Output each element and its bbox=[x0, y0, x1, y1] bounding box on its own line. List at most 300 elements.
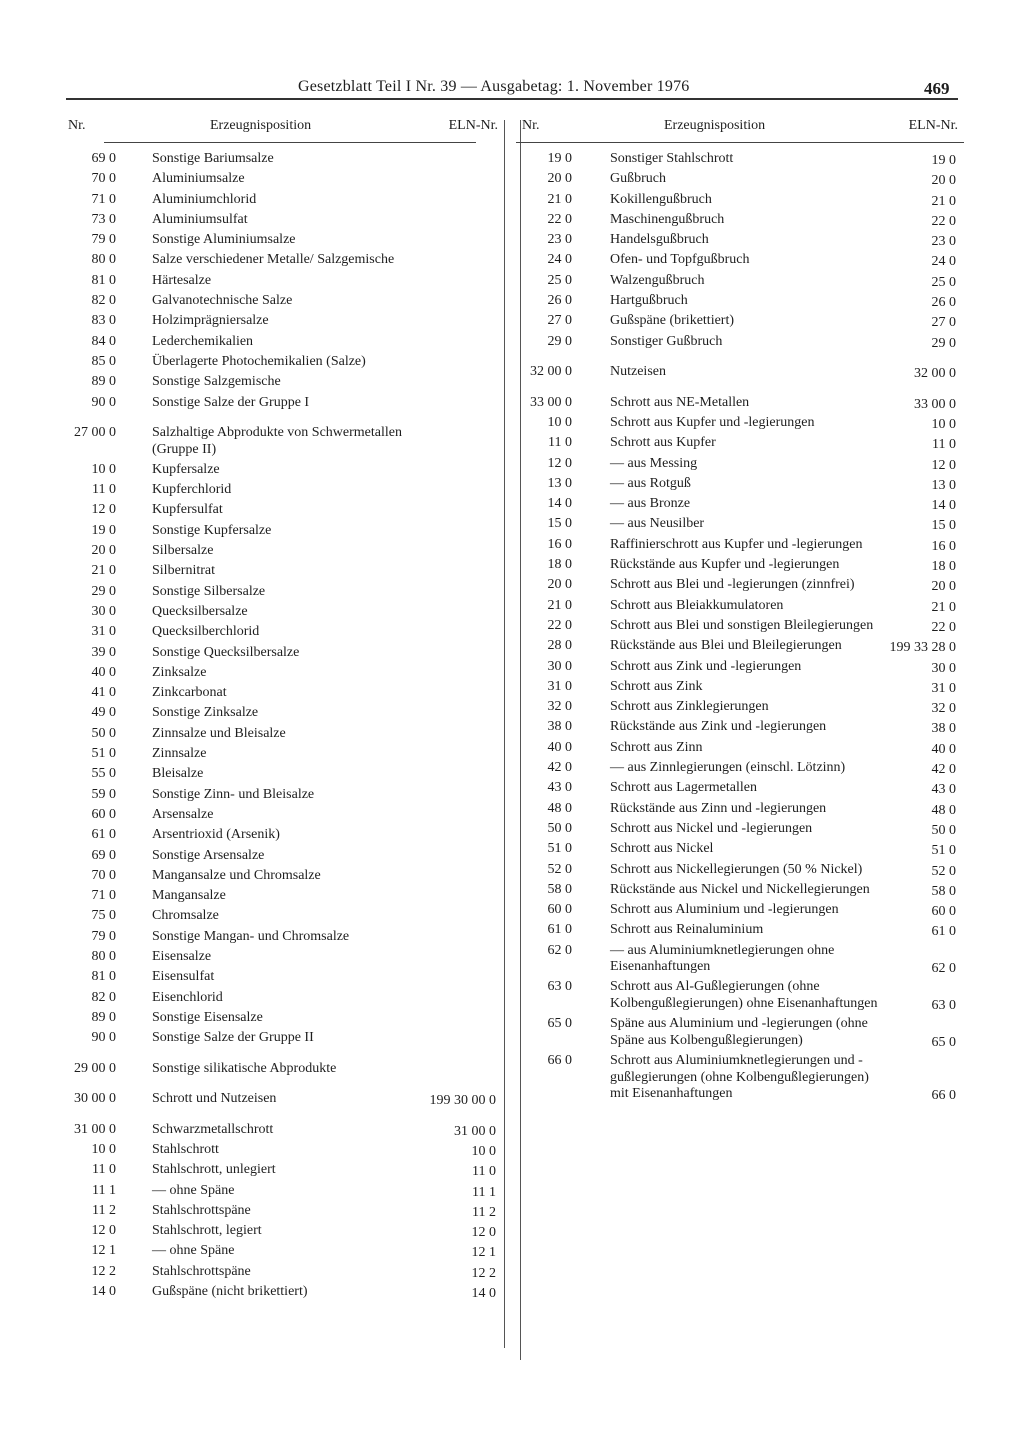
table-row bbox=[60, 171, 504, 188]
row-eln: 12 2 bbox=[471, 1265, 496, 1281]
row-number: 60 0 bbox=[547, 902, 572, 918]
row-number: 32 00 0 bbox=[530, 364, 572, 380]
row-eln: 22 0 bbox=[931, 213, 956, 229]
table-row bbox=[60, 1284, 504, 1301]
table-row bbox=[60, 482, 504, 499]
table-row bbox=[60, 908, 504, 925]
row-number: 61 0 bbox=[547, 922, 572, 938]
table-row bbox=[516, 192, 964, 209]
table-row bbox=[516, 293, 964, 310]
row-position: Aluminiumsulfat bbox=[152, 211, 248, 227]
row-position: Späne aus Aluminium und -legierungen (ohne Späne aus Kolbengußlegierungen) bbox=[610, 1016, 868, 1048]
row-position: Härtesalze bbox=[152, 272, 212, 288]
row-position: Schrott aus Lagermetallen bbox=[610, 780, 757, 796]
table-row bbox=[60, 462, 504, 479]
row-number: 63 0 bbox=[547, 979, 572, 995]
page-number: 469 bbox=[924, 79, 950, 98]
table-row bbox=[60, 584, 504, 601]
eln-header: ELN-Nr. bbox=[908, 118, 958, 133]
row-number: 29 00 0 bbox=[74, 1060, 116, 1076]
row-number: 30 00 0 bbox=[74, 1091, 116, 1107]
row-position: Kupferchlorid bbox=[152, 482, 232, 498]
table-row bbox=[516, 659, 964, 676]
row-number: 50 0 bbox=[547, 820, 572, 836]
row-eln: 25 0 bbox=[931, 274, 956, 290]
table-row bbox=[60, 1122, 504, 1139]
row-position: Schrott aus NE-Metallen bbox=[610, 394, 750, 410]
row-eln: 27 0 bbox=[931, 315, 956, 331]
table-row bbox=[60, 949, 504, 966]
row-number: 11 1 bbox=[92, 1182, 116, 1198]
row-eln: 24 0 bbox=[931, 254, 956, 270]
row-number: 16 0 bbox=[547, 536, 572, 552]
row-position: Nutzeisen bbox=[610, 364, 666, 380]
row-number: 42 0 bbox=[547, 760, 572, 776]
row-position: Schrott aus Nickel bbox=[610, 841, 714, 857]
row-number: 84 0 bbox=[91, 333, 116, 349]
row-eln: 18 0 bbox=[931, 559, 956, 575]
row-position: Kokillengußbruch bbox=[610, 191, 712, 207]
table-row bbox=[516, 821, 964, 838]
table-row bbox=[516, 760, 964, 777]
row-eln: 63 0 bbox=[931, 997, 956, 1013]
row-position: Lederchemikalien bbox=[152, 333, 254, 349]
row-position: Schrott aus Zink bbox=[610, 678, 703, 694]
row-number: 70 0 bbox=[91, 867, 116, 883]
table-row bbox=[516, 699, 964, 716]
row-eln: 60 0 bbox=[931, 904, 956, 920]
table-row bbox=[60, 1142, 504, 1159]
table-row bbox=[60, 1223, 504, 1240]
row-eln: 42 0 bbox=[931, 762, 956, 778]
row-number: 81 0 bbox=[91, 969, 116, 985]
table-row bbox=[60, 543, 504, 560]
row-eln: 19 0 bbox=[931, 153, 956, 168]
row-number: 43 0 bbox=[547, 780, 572, 796]
row-position: Bleisalze bbox=[152, 766, 204, 782]
table-row bbox=[516, 313, 964, 330]
table-row bbox=[516, 364, 964, 381]
row-position: Stahlschrott, legiert bbox=[152, 1223, 262, 1239]
row-position: Schrott aus Zinn bbox=[610, 739, 703, 755]
row-number: 82 0 bbox=[91, 293, 116, 309]
row-position: Silbernitrat bbox=[152, 563, 215, 579]
row-number: 81 0 bbox=[91, 272, 116, 288]
row-position: — aus Aluminiumknetlegierungen ohne Eisenanhaftungen bbox=[610, 942, 835, 975]
row-eln: 62 0 bbox=[931, 961, 956, 977]
row-number: 12 0 bbox=[91, 1223, 116, 1239]
row-number: 20 0 bbox=[91, 543, 116, 559]
table-row bbox=[516, 841, 964, 858]
table-row bbox=[516, 598, 964, 615]
row-eln: 14 0 bbox=[931, 498, 956, 514]
table-row bbox=[516, 1053, 964, 1103]
row-number: 31 0 bbox=[91, 624, 116, 640]
table-row bbox=[516, 537, 964, 554]
row-number: 21 0 bbox=[547, 191, 572, 207]
row-number: 51 0 bbox=[547, 841, 572, 857]
row-number: 51 0 bbox=[91, 746, 116, 762]
table-row bbox=[516, 435, 964, 452]
column-header bbox=[516, 116, 964, 140]
row-position: Gußspäne (brikettiert) bbox=[610, 313, 735, 329]
row-number: 89 0 bbox=[91, 374, 116, 390]
row-position: Überlagerte Photochemikalien (Salze) bbox=[152, 353, 366, 369]
row-number: 15 0 bbox=[547, 516, 572, 532]
row-number: 38 0 bbox=[547, 719, 572, 735]
row-eln: 50 0 bbox=[931, 822, 956, 838]
row-number: 58 0 bbox=[547, 881, 572, 897]
row-eln: 21 0 bbox=[931, 599, 956, 615]
row-eln: 66 0 bbox=[931, 1088, 956, 1104]
row-eln: 14 0 bbox=[471, 1286, 496, 1302]
row-number: 11 2 bbox=[92, 1202, 116, 1218]
row-number: 20 0 bbox=[547, 171, 572, 187]
row-number: 27 00 0 bbox=[74, 425, 116, 441]
table-row bbox=[516, 618, 964, 635]
table-row bbox=[60, 334, 504, 351]
table-row bbox=[516, 577, 964, 594]
row-number: 80 0 bbox=[91, 948, 116, 964]
row-number: 21 0 bbox=[547, 597, 572, 613]
row-number: 12 0 bbox=[91, 502, 116, 518]
column-header bbox=[60, 116, 504, 140]
table-row bbox=[60, 232, 504, 249]
row-number: 71 0 bbox=[91, 191, 116, 207]
row-eln: 40 0 bbox=[931, 741, 956, 757]
table-row bbox=[60, 807, 504, 824]
row-position: Schrott aus Aluminiumknetlegierungen und -gußlegierungen (ohne Kolbengußlegierungen) mit Eisenanhaftungen bbox=[610, 1053, 869, 1102]
row-position: Walzengußbruch bbox=[610, 272, 705, 288]
table-row bbox=[60, 766, 504, 783]
table-row bbox=[60, 787, 504, 804]
row-position: Sonstige Silbersalze bbox=[152, 583, 266, 599]
row-position: — ohne Späne bbox=[152, 1243, 235, 1259]
row-position: Schrott aus Kupfer und -legierungen bbox=[610, 414, 815, 430]
table-row bbox=[60, 746, 504, 763]
table-row bbox=[516, 252, 964, 269]
row-position: Eisenchlorid bbox=[152, 989, 223, 1005]
row-position: Schrott aus Zink und -legierungen bbox=[610, 658, 802, 674]
row-eln: 11 1 bbox=[472, 1184, 496, 1200]
row-number: 31 00 0 bbox=[74, 1121, 116, 1137]
row-number: 59 0 bbox=[91, 786, 116, 802]
row-position: Zinnsalze und Bleisalze bbox=[152, 725, 286, 741]
row-position: Sonstige Bariumsalze bbox=[152, 151, 274, 166]
table-row bbox=[516, 1016, 964, 1049]
row-position: — aus Rotguß bbox=[610, 475, 691, 491]
table-row bbox=[60, 502, 504, 519]
row-number: 61 0 bbox=[91, 827, 116, 843]
table-row bbox=[60, 888, 504, 905]
table-row bbox=[60, 726, 504, 743]
table-row bbox=[516, 780, 964, 797]
row-position: Zinnsalze bbox=[152, 746, 207, 762]
row-number: 39 0 bbox=[91, 644, 116, 660]
row-eln: 38 0 bbox=[931, 721, 956, 737]
row-position: Sonstige silikatische Abprodukte bbox=[152, 1060, 337, 1076]
row-position: Schrott aus Blei und sonstigen Bleilegierungen bbox=[610, 617, 874, 633]
row-position: Schrott aus Nickellegierungen (50 % Nickel) bbox=[610, 861, 863, 877]
table-row bbox=[60, 1183, 504, 1200]
header-underline bbox=[516, 142, 964, 143]
row-number: 69 0 bbox=[91, 847, 116, 863]
row-position: Silbersalze bbox=[152, 543, 214, 559]
row-eln: 51 0 bbox=[931, 843, 956, 859]
row-number: 19 0 bbox=[547, 151, 572, 166]
table-row bbox=[60, 354, 504, 371]
row-number: 11 0 bbox=[92, 482, 116, 498]
table-row bbox=[516, 151, 964, 168]
row-eln: 65 0 bbox=[931, 1034, 956, 1050]
row-position: Galvanotechnische Salze bbox=[152, 293, 293, 309]
table-row bbox=[60, 313, 504, 330]
table-row bbox=[516, 902, 964, 919]
nr-header: Nr. bbox=[68, 118, 86, 133]
row-position: Aluminiumsalze bbox=[152, 171, 245, 187]
header-rule bbox=[66, 98, 958, 100]
table-row bbox=[516, 922, 964, 939]
row-number: 23 0 bbox=[547, 232, 572, 248]
row-number: 85 0 bbox=[91, 353, 116, 369]
table-row bbox=[60, 1061, 504, 1078]
row-number: 10 0 bbox=[91, 1141, 116, 1157]
row-number: 55 0 bbox=[91, 766, 116, 782]
row-number: 89 0 bbox=[91, 1009, 116, 1025]
table-row bbox=[60, 990, 504, 1007]
row-position: Quecksilbersalze bbox=[152, 603, 248, 619]
row-number: 29 0 bbox=[547, 333, 572, 349]
row-position: Sonstige Salze der Gruppe I bbox=[152, 394, 310, 410]
row-number: 62 0 bbox=[547, 942, 572, 958]
row-position: Eisensulfat bbox=[152, 969, 215, 985]
table-row bbox=[60, 848, 504, 865]
row-position: Eisensalze bbox=[152, 948, 212, 964]
row-number: 66 0 bbox=[547, 1053, 572, 1069]
row-number: 12 1 bbox=[91, 1243, 116, 1259]
row-position: Raffinierschrott aus Kupfer und -legierungen bbox=[610, 536, 863, 552]
row-eln: 52 0 bbox=[931, 863, 956, 879]
row-eln: 48 0 bbox=[931, 802, 956, 818]
table-row bbox=[516, 801, 964, 818]
column-divider-left bbox=[504, 120, 505, 1348]
row-position: Stahlschrottspäne bbox=[152, 1263, 251, 1279]
table-row bbox=[516, 232, 964, 249]
row-eln: 33 00 0 bbox=[914, 396, 956, 412]
row-position: Zinkcarbonat bbox=[152, 685, 227, 701]
row-position: Kupfersalze bbox=[152, 461, 220, 477]
row-position: Rückstände aus Zink und -legierungen bbox=[610, 719, 827, 735]
row-number: 40 0 bbox=[91, 664, 116, 680]
table-row bbox=[516, 719, 964, 736]
row-number: 75 0 bbox=[91, 908, 116, 924]
row-position: Schrott aus Zinklegierungen bbox=[610, 699, 769, 715]
row-eln: 12 0 bbox=[931, 457, 956, 473]
row-eln: 13 0 bbox=[931, 477, 956, 493]
row-position: Rückstände aus Zinn und -legierungen bbox=[610, 800, 827, 816]
row-number: 12 0 bbox=[547, 455, 572, 471]
row-number: 13 0 bbox=[547, 475, 572, 491]
row-eln: 10 0 bbox=[931, 416, 956, 432]
table-row bbox=[60, 374, 504, 391]
row-position: Maschinengußbruch bbox=[610, 211, 725, 227]
row-number: 65 0 bbox=[547, 1016, 572, 1032]
row-number: 26 0 bbox=[547, 293, 572, 309]
row-number: 80 0 bbox=[91, 252, 116, 268]
row-position: Sonstige Aluminiumsalze bbox=[152, 232, 296, 248]
position-header: Erzeugnisposition bbox=[210, 118, 312, 133]
row-position: Schrott aus Reinaluminium bbox=[610, 922, 764, 938]
table-row bbox=[516, 638, 964, 655]
row-position: — aus Messing bbox=[610, 455, 698, 471]
table-row bbox=[60, 273, 504, 290]
row-position: Holzimprägniersalze bbox=[152, 313, 269, 329]
table-row bbox=[516, 943, 964, 976]
row-number: 10 0 bbox=[91, 461, 116, 477]
row-position: Sonstiger Gußbruch bbox=[610, 333, 723, 349]
right-table-body bbox=[516, 151, 964, 1103]
nr-header: Nr. bbox=[522, 118, 540, 133]
row-number: 32 0 bbox=[547, 699, 572, 715]
row-position: Sonstiger Stahlschrott bbox=[610, 151, 734, 166]
row-eln: 58 0 bbox=[931, 883, 956, 899]
table-row bbox=[516, 882, 964, 899]
row-number: 30 0 bbox=[547, 658, 572, 674]
page-title: Gesetzblatt Teil I Nr. 39 — Ausgabetag: 1. November 1976 bbox=[298, 78, 690, 95]
row-eln: 12 0 bbox=[471, 1225, 496, 1241]
position-header: Erzeugnisposition bbox=[664, 118, 766, 133]
row-number: 22 0 bbox=[547, 211, 572, 227]
row-position: Rückstände aus Nickel und Nickellegierungen bbox=[610, 881, 870, 897]
row-position: Gußspäne (nicht brikettiert) bbox=[152, 1284, 308, 1300]
row-number: 52 0 bbox=[547, 861, 572, 877]
table-row bbox=[516, 456, 964, 473]
row-position: Stahlschrott, unlegiert bbox=[152, 1162, 276, 1178]
row-position: Schrott aus Bleiakkumulatoren bbox=[610, 597, 784, 613]
left-table-body bbox=[60, 151, 504, 1301]
row-number: 19 0 bbox=[91, 522, 116, 538]
row-position: Aluminiumchlorid bbox=[152, 191, 257, 207]
row-number: 49 0 bbox=[91, 705, 116, 721]
row-number: 48 0 bbox=[547, 800, 572, 816]
table-row bbox=[516, 740, 964, 757]
row-position: Schrott aus Blei und -legierungen (zinnfrei) bbox=[610, 577, 855, 593]
row-position: Schrott aus Al-Gußlegierungen (ohne Kolbengußlegierungen) ohne Eisenanhaftungen bbox=[610, 979, 878, 1011]
row-position: Gußbruch bbox=[610, 171, 666, 187]
row-number: 71 0 bbox=[91, 888, 116, 904]
row-eln: 10 0 bbox=[471, 1143, 496, 1159]
row-number: 90 0 bbox=[91, 394, 116, 410]
table-row bbox=[60, 969, 504, 986]
row-number: 14 0 bbox=[547, 496, 572, 512]
table-row bbox=[516, 334, 964, 351]
table-row bbox=[60, 293, 504, 310]
row-position: — aus Zinnlegierungen (einschl. Lötzinn) bbox=[610, 760, 846, 776]
row-position: Sonstige Quecksilbersalze bbox=[152, 644, 300, 660]
table-row bbox=[60, 929, 504, 946]
row-number: 31 0 bbox=[547, 678, 572, 694]
row-position: Arsentrioxid (Arsenik) bbox=[152, 827, 280, 843]
row-position: — aus Bronze bbox=[610, 496, 691, 512]
table-row bbox=[516, 171, 964, 188]
table-row bbox=[516, 273, 964, 290]
table-row bbox=[60, 604, 504, 621]
table-row bbox=[60, 705, 504, 722]
table-row bbox=[60, 1030, 504, 1047]
row-number: 27 0 bbox=[547, 313, 572, 329]
row-eln: 20 0 bbox=[931, 173, 956, 189]
row-number: 28 0 bbox=[547, 638, 572, 654]
row-number: 33 00 0 bbox=[530, 394, 572, 410]
table-row bbox=[60, 1203, 504, 1220]
row-eln: 11 0 bbox=[472, 1164, 496, 1180]
table-row bbox=[60, 1162, 504, 1179]
row-eln: 61 0 bbox=[931, 924, 956, 940]
row-eln: 12 1 bbox=[471, 1245, 496, 1261]
row-eln: 16 0 bbox=[931, 538, 956, 554]
table-row bbox=[60, 563, 504, 580]
row-position: Mangansalze und Chromsalze bbox=[152, 867, 321, 883]
row-position: Kupfersulfat bbox=[152, 502, 223, 518]
table-row bbox=[60, 827, 504, 844]
row-eln: 31 0 bbox=[931, 680, 956, 696]
row-eln: 32 00 0 bbox=[914, 366, 956, 382]
table-row bbox=[60, 1243, 504, 1260]
row-position: Stahlschrottspäne bbox=[152, 1202, 251, 1218]
table-row bbox=[60, 395, 504, 412]
row-position: Schwarzmetallschrott bbox=[152, 1121, 274, 1137]
row-position: Rückstände aus Kupfer und -legierungen bbox=[610, 557, 840, 573]
row-position: Zinksalze bbox=[152, 664, 207, 680]
row-eln: 30 0 bbox=[931, 660, 956, 676]
table-row bbox=[516, 979, 964, 1012]
row-eln: 22 0 bbox=[931, 619, 956, 635]
table-row bbox=[60, 523, 504, 540]
table-row bbox=[516, 862, 964, 879]
row-position: Schrott und Nutzeisen bbox=[152, 1091, 277, 1107]
table-row bbox=[60, 252, 504, 269]
row-number: 22 0 bbox=[547, 617, 572, 633]
row-number: 79 0 bbox=[91, 232, 116, 248]
row-number: 10 0 bbox=[547, 414, 572, 430]
row-eln: 32 0 bbox=[931, 701, 956, 717]
row-number: 24 0 bbox=[547, 252, 572, 268]
row-number: 20 0 bbox=[547, 577, 572, 593]
table-row bbox=[60, 624, 504, 641]
table-row bbox=[60, 868, 504, 885]
row-eln: 15 0 bbox=[931, 518, 956, 534]
row-position: Sonstige Eisensalze bbox=[152, 1009, 263, 1025]
row-eln: 29 0 bbox=[931, 335, 956, 351]
row-number: 12 2 bbox=[91, 1263, 116, 1279]
row-position: — ohne Späne bbox=[152, 1182, 235, 1198]
row-number: 14 0 bbox=[91, 1284, 116, 1300]
row-position: Salze verschiedener Metalle/ Salzgemische bbox=[152, 252, 395, 268]
table-row bbox=[516, 516, 964, 533]
row-position: Sonstige Mangan- und Chromsalze bbox=[152, 928, 350, 944]
table-row bbox=[60, 685, 504, 702]
row-position: Arsensalze bbox=[152, 806, 214, 822]
row-number: 40 0 bbox=[547, 739, 572, 755]
row-position: Ofen- und Topfgußbruch bbox=[610, 252, 750, 268]
table-row bbox=[60, 151, 504, 168]
row-position: Handelsgußbruch bbox=[610, 232, 709, 248]
row-eln: 199 30 00 0 bbox=[429, 1093, 496, 1109]
row-position: Schrott aus Aluminium und -legierungen bbox=[610, 902, 839, 918]
row-position: Sonstige Zinn- und Bleisalze bbox=[152, 786, 315, 802]
table-row bbox=[516, 679, 964, 696]
row-position: Quecksilberchlorid bbox=[152, 624, 260, 640]
